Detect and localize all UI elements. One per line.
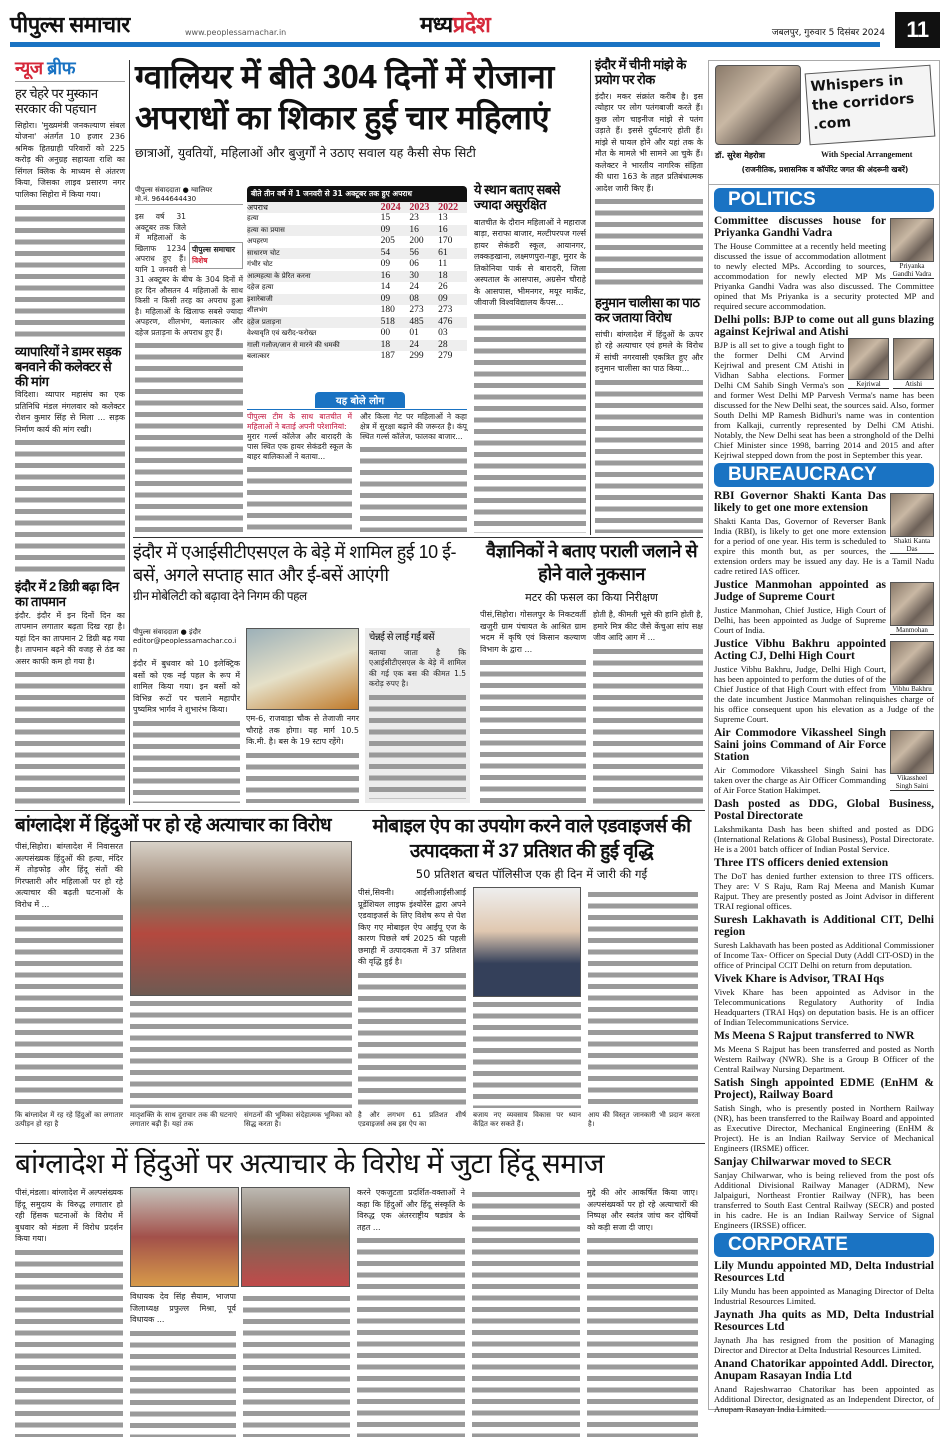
bangla2-text-lines bbox=[130, 1328, 236, 1438]
table-cell-value: 187 bbox=[380, 351, 395, 361]
table-cell-value: 54 bbox=[380, 247, 391, 258]
brief-headline: हर चेहरे पर मुस्कान सरकार की पहचान bbox=[15, 85, 98, 116]
mobile-body: पीसं,सिवनी। आईसीआईसीआई प्रूडेंशियल लाइफ इंश्योरेंस द्वारा अपने एडवाइजर्स के लिए विशेष रूप से पेश किए गए मोबाइल ऐप आईपू एज के कारण पिछले वर्ष 2025 की पहली छमाही में उत्पादकता में 37 प्रतिशत की वृद्धि हुई है। bbox=[358, 888, 466, 966]
parali-text-lines bbox=[480, 657, 586, 805]
lead-text-lines bbox=[135, 340, 243, 532]
bangla2-column-2 bbox=[130, 1187, 350, 1437]
table-cell-value: 30 bbox=[409, 270, 419, 281]
table-cell-value: 56 bbox=[409, 247, 419, 258]
bangla2-sub-columns bbox=[130, 1291, 350, 1437]
news-body: Anand Rajeshwarrao Chatorikar has been appointed as Additional Director, designated as an Independent Director, of Anupam Rasayan India Limited. bbox=[714, 1384, 934, 1414]
chennai-text-lines bbox=[369, 692, 466, 800]
table-cell-value: 11 bbox=[438, 259, 448, 269]
mobile-text-lines bbox=[588, 889, 698, 1108]
chennai-box-body: बताया जाता है कि एआईसीटीएसएल के बेड़े में शामिल की गई एक बस की कीमत 1.5 करोड़ रुपए है। bbox=[369, 647, 466, 688]
brief-text-lines bbox=[15, 202, 125, 339]
row-divider bbox=[133, 537, 703, 538]
person-photo bbox=[890, 582, 934, 626]
manjha-body: इंदौर। मकर संक्रांत करीब है। इस त्योहार पर लोग पतंगबाजी करते हैं। कुछ लोग चाइनीज मांझे से पतंग उड़ाते हैं। इससे दुर्घटनाएं होती हैं। मांझे से घायल होने और यहां तक के मौत के मामले भी सामने आ चुके हैं। कलेक्टर ने भारतीय नागरिक संहिता की धारा 163 के तहत प्रतिबंधात्मक आदेश जारी किए हैं। bbox=[595, 91, 703, 193]
news-body: The House Committee at a recently held meeting discussed the issue of accommodation allotment to newly elected MPs. According to sources, accommodation for newly elected MP Ms Priyanka Gandhi Vadra was also discussed. The Committee opined that Ms Priyanka is a security protected MP and required secure accommodation. bbox=[714, 241, 934, 311]
news-body: Justice Manmohan, Chief Justice, High Court of Delhi, has been appointed as Judge of Supreme Court of India. bbox=[714, 605, 886, 635]
table-cell-crime: दहेज प्रताड़ना bbox=[247, 317, 282, 326]
mobile-text-lines bbox=[473, 999, 581, 1108]
bangla2-column-3 bbox=[357, 1187, 465, 1437]
table-cell-value: 28 bbox=[438, 339, 448, 350]
table-cell-value: 170 bbox=[438, 236, 453, 246]
news-item bbox=[714, 1358, 934, 1414]
table-cell-value: 279 bbox=[438, 351, 453, 361]
ebus-caption: एम-6, राजवाड़ा चौक से तेजाजी नगर चौराहे तक होगा। यह मार्ग 10.5 कि.मी. है। बस के 19 स्टाप रहेंगे। bbox=[246, 714, 359, 746]
bangla1-headline: बांग्लादेश में हिंदुओं पर हो रहे अत्याचार का विरोध bbox=[15, 815, 332, 836]
table-cell-value: 61 bbox=[438, 247, 448, 258]
news-item bbox=[714, 973, 934, 1027]
table-cell-value: 00 bbox=[380, 328, 391, 338]
lead-body-wrap bbox=[135, 212, 243, 338]
news-item bbox=[714, 579, 934, 635]
news-body: Jaynath Jha has resigned from the position of Managing Director and Director at Delta Industrial Resources Limited. bbox=[714, 1335, 934, 1355]
table-header: 2023 bbox=[409, 202, 430, 213]
bangla1-tail: संगठनों की भूमिका संदेहात्मक भूमिका को सिद्ध करता है। bbox=[244, 1111, 352, 1128]
news-headline: Committee discusses house for Priyanka Gandhi Vadra bbox=[714, 215, 886, 239]
side-body: बातचीत के दौरान महिलाओं ने महाराज बाड़ा, सराफा बाजार, मल्टीपरपज गर्ल्स हायर सेकंडरी स्कूल, आयानगर, लक्कड़खाना, लक्ष्मणपुरा-गड्डा, मुरार के तिकोनिया पार्क से बारादरी, जिला अस्पताल के आसपास, अग्रसेन चौराहे के आसपास, भीमनगर, मयूर मार्केट, जीवाजी विश्वविद्यालय कैंपस... bbox=[474, 217, 586, 308]
news-body: Justice Vibhu Bakhru, Judge, Delhi High Court, has been appointed to perform the duties of of the Chief Justice of that High Court with effect from the date incumbent Justice Manmohan relinquishes charge of his office consequent upon his elevation as a Judge of the Supreme Court. bbox=[714, 664, 934, 724]
table-cell-crime: साधारण चोट bbox=[247, 248, 280, 257]
table-cell-value: 06 bbox=[409, 259, 419, 269]
parali-column-1 bbox=[480, 609, 586, 805]
manjha-text-lines bbox=[595, 196, 703, 290]
news-headline: RBI Governor Shakti Kanta Das likely to get one more extension bbox=[714, 490, 886, 514]
brief-title-a: न्यूज bbox=[15, 58, 43, 78]
bangla1-tail: कि बांग्लादेश में रह रहे हिंदुओं का लगातार उत्पीड़न हो रहा है bbox=[15, 1111, 123, 1128]
bangla2-text-lines bbox=[243, 1293, 350, 1437]
table-row bbox=[247, 282, 467, 294]
column-divider bbox=[590, 60, 591, 535]
bangla1-body: पीसं,सिहोरा। बांग्लादेश में निवासरत अल्पसंख्यक हिंदुओं की हत्या, मंदिर में तोड़फोड़ और हिंदू संतों की गिरफ्तारी और महिलाओं पर हो रहे अत्याचार की बढ़ती घटनाओं के विरोध में ... bbox=[15, 842, 123, 909]
mobile-text-lines bbox=[358, 970, 466, 1109]
news-item bbox=[714, 490, 934, 576]
whispers-tagline: (राजनीतिक, प्रशासनिक व कॉर्पोरेट जगत की अंदरूनी खबरें) bbox=[741, 165, 909, 174]
table-cell-value: 299 bbox=[409, 351, 424, 361]
parali-columns bbox=[480, 609, 703, 805]
parali-story bbox=[480, 540, 703, 805]
table-cell-value: 200 bbox=[409, 236, 424, 246]
news-body: The DoT has denied further extension to three ITS officers. They are: V S Raju, Ram Raj Meena and Manish Kumar Rajput. They are presently posted as Joint Advisor in different TRAI regional offices. bbox=[714, 871, 934, 911]
table-cell-value: 03 bbox=[438, 328, 448, 338]
ebus-subhead: ग्रीन मोबेलिटी को बढ़ावा देने निगम की पहल bbox=[133, 589, 307, 603]
news-item bbox=[714, 1156, 934, 1230]
whispers-banner bbox=[708, 60, 940, 185]
news-body: Lily Mundu has been appointed as Managing Director of Delta Industrial Resources Limited. bbox=[714, 1286, 934, 1306]
bangla2-body-2: विधायक देव सिंह सैयाम, भाजपा जिलाध्यक्ष प्रफुल्ल मिश्रा, पूर्व विधायक ... bbox=[130, 1292, 236, 1324]
quotes-body: मुरार गर्ल्स कॉलेज और बारादरी के पास स्थित एक हायर सेकंडरी स्कूल के बाहर बालिकाओं ने बताया... bbox=[247, 432, 352, 461]
brief-body: इंदौर. इंदौर में इन दिनों दिन का तापमान लगातार बढ़ता दिख रहा है। यहां दिन का तापमान 2 डिग्री बढ़ गया है। तापमान बढ़ने की वजह से ठंड का असर काफी कम हो गया है। bbox=[15, 610, 125, 666]
table-row bbox=[247, 225, 467, 237]
table-cell-crime: इशारेबाजी bbox=[247, 294, 273, 303]
bangla1-column-2 bbox=[130, 841, 352, 1108]
photo-caption: Atishi bbox=[893, 380, 934, 389]
table-row bbox=[247, 305, 467, 317]
hanuman-text-lines bbox=[595, 377, 703, 533]
crime-table-grid bbox=[247, 202, 467, 363]
news-body: Lakshmikanta Dash has been shifted and posted as DDG (International Relations & Global Business), Postal Directorate. He is a 2001 batch officer of Indian Postal Service. bbox=[714, 824, 934, 854]
header-rule bbox=[10, 42, 880, 47]
executive-photo bbox=[473, 887, 581, 997]
table-cell-crime: वेश्यावृति एवं खरीद-फरोख्त bbox=[247, 329, 317, 337]
table-cell-value: 16 bbox=[409, 224, 419, 235]
photo-block bbox=[890, 641, 934, 694]
brief-headline: व्यापारियों ने डामर सड़क बनवाने की कलेक्टर से की मांग bbox=[15, 343, 121, 389]
table-cell-value: 13 bbox=[438, 213, 448, 223]
table-header-row bbox=[247, 202, 467, 213]
brief-body: विदिशा। व्यापार महासंघ का एक प्रतिनिधि मंडल मंगलवार को कलेक्टर रोशन कुमार सिंह से मिला ... सड़क निर्माण कार्य की मांग रखी। bbox=[15, 390, 125, 434]
table-cell-value: 476 bbox=[438, 316, 453, 327]
bangla2-column-1 bbox=[15, 1187, 123, 1437]
news-headline: Anand Chatorikar appointed Addl. Director, Anupam Rasayan India Ltd bbox=[714, 1358, 934, 1382]
bangla2-text-lines bbox=[587, 1235, 698, 1437]
table-cell-crime: शीलभंग bbox=[247, 306, 268, 314]
table-cell-crime: बलात्कार bbox=[247, 352, 270, 360]
table-cell-crime: आत्महत्या के प्रेरित करना bbox=[247, 271, 311, 280]
table-cell-value: 09 bbox=[380, 224, 391, 235]
quotes-column-1 bbox=[247, 412, 352, 532]
bangla2-body-4: मुद्दे की ओर आकर्षित किया जाए। अल्पसंख्यकों पर हो रहे अत्याचारों की निष्पक्ष और स्वतंत्र जांच कर दोषियों को कड़ी सजा दी जाए। bbox=[587, 1188, 698, 1232]
table-header: अपराध bbox=[247, 203, 268, 212]
parali-subhead: मटर की फसल का किया निरीक्षण bbox=[525, 591, 658, 604]
news-body: Ms Meena S Rajput has been transferred and posted as North Western Railway (NWR). She is a Group B Officer of the Central Railway Nursing Department. bbox=[714, 1044, 934, 1074]
samaj-photo-2 bbox=[241, 1187, 350, 1287]
mobile-tail: बजाय नए व्यवसाय विकास पर ध्यान केंद्रित कर सकते हैं। bbox=[473, 1111, 581, 1128]
mobile-tail: है और लगभग 61 प्रतिशत शीर्ष एडवाइजर्स अब इस ऐप का bbox=[358, 1111, 466, 1128]
news-item bbox=[714, 1077, 934, 1153]
issue-date: जबलपुर, गुरुवार 5 दिसंबर 2024 bbox=[771, 28, 885, 38]
kejriwal-photo-block bbox=[848, 338, 889, 389]
mobile-tail: आय की विस्तृत जानकारी भी प्रदान करता है। bbox=[588, 1111, 700, 1128]
table-cell-value: 273 bbox=[409, 305, 424, 315]
lead-subhead: छात्राओं, युवतियों, महिलाओं और बुजुर्गों ने उठाए सवाल यह कैसी सेफ सिटी bbox=[135, 145, 476, 160]
table-cell-crime: गंभीर चोट bbox=[247, 260, 273, 268]
special-logo-tag: विशेष bbox=[192, 255, 208, 265]
news-item bbox=[714, 798, 934, 854]
photo-block bbox=[890, 730, 934, 791]
bangla2-column-5 bbox=[587, 1187, 698, 1437]
special-logo-text: पीपुल्स समाचार bbox=[192, 245, 235, 254]
news-headline: Justice Vibhu Bakhru appointed Acting CJ, Delhi High Court bbox=[714, 638, 886, 662]
columnist-name: डॉ. सुरेश मेहरोत्रा bbox=[715, 151, 765, 160]
website-link[interactable]: www.peoplessamachar.in bbox=[185, 28, 287, 37]
section-title-b: प्रदेश bbox=[452, 12, 491, 37]
news-headline: Air Commodore Vikassheel Singh Saini joins Command of Air Force Station bbox=[714, 727, 886, 763]
lead-headline: ग्वालियर में बीते 304 दिनों में रोजाना अपराधों का शिकार हुई चार महिलाएं bbox=[135, 58, 554, 136]
table-row bbox=[247, 271, 467, 283]
news-item bbox=[714, 314, 934, 460]
ebus-body: इंदौर में बुधवार को 10 इलेक्ट्रिक बसों को एक नई पहल के रूप में शामिल किया गया। इन बसों को विभिन्न रूटों पर चलाने महापौर पुष्यमित्र भार्गव ने शुभारंभ किया। bbox=[133, 659, 240, 714]
table-cell-crime: अपहरण bbox=[247, 237, 268, 245]
whispers-logo: Whispers in the corridors .com bbox=[805, 65, 936, 146]
bangla1-story bbox=[15, 814, 352, 1108]
table-cell-value: 01 bbox=[409, 328, 419, 338]
news-headline: Lily Mundu appointed MD, Delta Industrial Resources Ltd bbox=[714, 1260, 934, 1284]
table-row bbox=[247, 236, 467, 248]
mobile-column-2 bbox=[473, 887, 581, 1108]
section-title-a: मध्य bbox=[420, 12, 453, 37]
ebus-text-column bbox=[133, 628, 240, 803]
table-cell-value: 14 bbox=[380, 282, 391, 292]
table-cell-value: 09 bbox=[438, 293, 448, 304]
bangla2-body: पीसं,मंडला। बांग्लादेश में अल्पसंख्यक हिंदू समुदाय के विरुद्ध लगातार हो रही हिंसक घटनाओं के विरोध में बुधवार को मंडला में विरोध प्रदर्शन किया गया। bbox=[15, 1188, 123, 1243]
mobile-columns bbox=[358, 887, 705, 1108]
section-title bbox=[420, 12, 490, 37]
news-item bbox=[714, 727, 934, 795]
ebus-heading-block bbox=[133, 541, 470, 625]
news-headline: Delhi polls: BJP to come out all guns blazing against Kejriwal and Atishi bbox=[714, 314, 934, 338]
priyanka-photo-block bbox=[890, 218, 934, 279]
bangla2-text-lines bbox=[15, 1247, 123, 1438]
chennai-box bbox=[365, 628, 470, 803]
side-headline: ये स्थान बताए सबसे ज्यादा असुरक्षित bbox=[474, 182, 560, 212]
news-headline: Ms Meena S Rajput transferred to NWR bbox=[714, 1030, 915, 1042]
bangla2-headline: बांग्लादेश में हिंदुओं पर अत्याचार के विरोध में जुटा हिंदू समाज bbox=[15, 1148, 605, 1179]
news-item bbox=[714, 1309, 934, 1355]
news-headline: Satish Singh appointed EDME (EnHM & Project), Railway Board bbox=[714, 1077, 934, 1101]
news-item bbox=[714, 1260, 934, 1306]
brief-body: सिहोरा। 'मुख्यमंत्री जनकल्याण संबल योजना' अंतर्गत 10 हजार 236 श्रमिक हितग्राही परिवारों को 225 करोड़ की अनुग्रह सहायता राशि का सिंगल क्लिक के माध्यम से अंतरण किया, जिसका लाइव प्रसारण नगर पालिका सिहोरा में किया गया। bbox=[15, 120, 125, 199]
protest-photo bbox=[130, 841, 352, 996]
hanuman-headline: हनुमान चालीसा का पाठ कर जताया विरोध bbox=[595, 295, 700, 325]
quotes-lead: पीपुल्स टीम के साथ बातचीत में महिलाओं ने बताई अपनी परेशानियां: bbox=[247, 412, 352, 431]
news-headline: Dash posted as DDG, Global Business, Postal Directorate bbox=[714, 798, 934, 822]
bangla1-tail: मातृशक्ति के साथ दुराचार तक की घटनाएं लगातार बढ़ी हैं। यहां तक bbox=[130, 1111, 237, 1128]
atishi-photo-block bbox=[893, 338, 934, 389]
bangla2-column-2b bbox=[243, 1291, 350, 1437]
news-item bbox=[714, 914, 934, 970]
bangla1-column-1 bbox=[15, 841, 123, 1108]
table-row bbox=[247, 351, 467, 363]
lead-phone: मो.नं. 9644644430 bbox=[135, 195, 197, 203]
bangla1-columns bbox=[15, 841, 352, 1108]
table-row bbox=[247, 213, 467, 225]
parali-headline: वैज्ञानिकों ने बताए पराली जलाने से होने वाले नुकसान bbox=[486, 541, 697, 584]
brief-title-b: ब्रीफ bbox=[47, 58, 75, 78]
ebus-headline: इंदौर में एआईसीटीएसएल के बेड़े में शामिल हुई 10 ई-बसें, अगले सप्ताह सात और ई-बसें आएंगी bbox=[133, 542, 457, 585]
bangla2-text-lines bbox=[357, 1235, 465, 1437]
table-cell-value: 09 bbox=[380, 293, 391, 304]
ebus-photo-column bbox=[246, 628, 359, 803]
brief-text-lines bbox=[15, 669, 125, 806]
table-cell-value: 16 bbox=[380, 270, 391, 281]
news-body: Vivek Khare has been appointed as Advisor in the Telecommunications Regulatory Authority of India Headquarters (TRAI Hqs) on deputation basis. He is an officer of Indian Telecommunications Service. bbox=[714, 987, 934, 1027]
mobile-subhead: 50 प्रतिशत बचत पॉलिसीज एक ही दिन में जारी की गईं bbox=[415, 867, 648, 881]
photo-caption: Vikassheel Singh Saini bbox=[890, 774, 934, 791]
news-body: Air Commodore Vikassheel Singh Saini has taken over the charge as Air Officer Commanding of Air Force Station Hakimpet. bbox=[714, 765, 886, 795]
bangla1-text-lines bbox=[130, 998, 352, 1108]
table-header: 2022 bbox=[438, 202, 459, 213]
manjha-headline: इंदौर में चीनी मांझे के प्रयोग पर रोक bbox=[595, 57, 686, 87]
table-cell-value: 08 bbox=[409, 293, 419, 304]
table-cell-value: 15 bbox=[380, 213, 391, 223]
row-divider bbox=[15, 1143, 705, 1144]
table-cell-crime: हत्या का प्रयास bbox=[247, 225, 285, 234]
table-cell-crime: गाली गलौज/जान से मारने की धमकी bbox=[247, 340, 340, 349]
news-item bbox=[714, 638, 934, 724]
parali-column-2 bbox=[593, 609, 703, 805]
side-column bbox=[474, 183, 586, 533]
table-cell-value: 09 bbox=[380, 259, 391, 269]
bureaucracy-section-header: BUREAUCRACY bbox=[714, 463, 934, 487]
quotes-column-2 bbox=[360, 412, 467, 532]
table-row bbox=[247, 317, 467, 329]
brief-title bbox=[15, 58, 125, 82]
table-cell-value: 18 bbox=[380, 339, 391, 350]
person-photo bbox=[890, 730, 934, 774]
corporate-list bbox=[714, 1260, 934, 1414]
brief-headline: इंदौर में 2 डिग्री बढ़ा दिन का तापमान bbox=[15, 579, 119, 609]
corporate-section-header: CORPORATE bbox=[714, 1233, 934, 1257]
bangla2-story bbox=[15, 1147, 705, 1437]
quotes-text-lines bbox=[247, 464, 352, 532]
columnist-photo bbox=[715, 65, 801, 145]
bangla2-text-lines bbox=[472, 1189, 580, 1437]
news-headline: Vivek Khare is Advisor, TRAI Hqs bbox=[714, 973, 884, 985]
photo-caption: Priyanka Gandhi Vadra bbox=[890, 262, 934, 279]
table-cell-value: 23 bbox=[409, 213, 419, 223]
lead-byline-text: पीपुल्स संवाददाता ● ग्वालियर bbox=[135, 186, 213, 194]
mobile-column-1 bbox=[358, 887, 466, 1108]
ebus-text-lines bbox=[246, 750, 359, 804]
person-photo bbox=[890, 641, 934, 685]
table-row bbox=[247, 259, 467, 271]
mobile-headline: मोबाइल ऐप का उपयोग करने वाले एडवाइजर्स की उत्पादकता में 37 प्रतिशत की हुई वृद्धि bbox=[372, 816, 691, 862]
quotes-text-lines bbox=[360, 444, 467, 532]
news-body: Shakti Kanta Das, Governor of Reverser Bank India (RBI), is likely to get one more extension for a period of one year. His term is scheduled to expire this month but, as per sources, the extension orders may be issued any day. He is a Tamil Nadu cadre retired IAS officer. bbox=[714, 516, 934, 576]
masthead bbox=[10, 8, 940, 50]
bangla2-column-2a bbox=[130, 1291, 236, 1437]
chennai-box-headline: चेन्नई से लाई गईं बसें bbox=[369, 632, 435, 643]
table-cell-value: 26 bbox=[438, 282, 448, 292]
table-header: 2024 bbox=[380, 202, 401, 213]
bangla2-body-3: करने एकजुटता प्रदर्शित-वक्ताओं ने कहा कि हिंदुओं और हिंदू संस्कृति के विरुद्ध एक अंतरराष्ट्रीय षड्यंत्र के तहत ... bbox=[357, 1188, 465, 1232]
brief-text-lines bbox=[15, 437, 125, 574]
hanuman-body: सांची। बांग्लादेश में हिंदुओं के ऊपर हो रहे अत्याचार एवं हमले के विरोध में सांची नगरवासी एकत्रित हुए और हनुमान चालीसा का पाठ किया... bbox=[595, 329, 703, 374]
table-row bbox=[247, 248, 467, 260]
table-cell-value: 485 bbox=[409, 316, 424, 327]
news-item bbox=[714, 215, 934, 311]
news-headline: Suresh Lakhavath is Additional CIT, Delhi region bbox=[714, 914, 934, 938]
lead-body-column bbox=[135, 212, 243, 532]
news-body: Sanjay Chilwarwar, who is being relieved from the post ofs Additional Divisional Railway Manager (ADRM), New Jalpaiguri, Northeast Frontier Railway (NFR), has been transferred to South East Central Railway (SECR) and posted in his cadre. He is an Indian Railway Service of Signal Engineers (IRSSE) officer. bbox=[714, 1170, 934, 1230]
quotes-box-title: यह बोले लोग bbox=[315, 392, 405, 408]
photo-caption: Shakti Kanta Das bbox=[890, 537, 934, 554]
lead-heading-block bbox=[135, 56, 587, 183]
atishi-photo bbox=[893, 338, 934, 380]
news-headline: Justice Manmohan appointed as Judge of Supreme Court bbox=[714, 579, 886, 603]
table-cell-value: 18 bbox=[438, 270, 448, 281]
table-row bbox=[247, 340, 467, 352]
quotes-box-rule bbox=[247, 409, 467, 410]
priyanka-photo bbox=[890, 218, 934, 262]
mobile-story bbox=[358, 814, 705, 1108]
politics-section-header: POLITICS bbox=[714, 188, 934, 212]
newspaper-logo: पीपुल्स समाचार bbox=[10, 12, 130, 37]
samaj-photo-1 bbox=[130, 1187, 239, 1287]
quotes-body-2: और किला गेट पर महिलाओं ने कहा क्षेत्र में सुरक्षा बढ़ाने की जरूरत है। कंपू स्थित गर्ल्स कॉलेज, फालका बाजार... bbox=[360, 412, 467, 441]
manjha-column bbox=[595, 58, 703, 290]
news-item bbox=[714, 1030, 934, 1074]
table-cell-value: 24 bbox=[409, 282, 419, 292]
news-headline: Jaynath Jha quits as MD, Delta Industrial Resources Ltd bbox=[714, 1309, 934, 1333]
table-row bbox=[247, 328, 467, 340]
mobile-column-3 bbox=[588, 887, 698, 1108]
bangla2-columns bbox=[15, 1187, 705, 1437]
table-cell-value: 518 bbox=[380, 316, 395, 327]
ebus-photo bbox=[246, 628, 359, 710]
page-number: 11 bbox=[895, 12, 940, 48]
english-column bbox=[708, 185, 940, 1414]
crime-table-title: बीते तीन वर्ष में 1 जनवरी से 31 अक्टूबर तक हुए अपराध bbox=[247, 186, 467, 202]
row-divider bbox=[15, 810, 705, 811]
bureaucracy-list bbox=[714, 490, 934, 1230]
photo-block bbox=[890, 582, 934, 635]
table-cell-value: 273 bbox=[438, 305, 453, 315]
crime-table bbox=[247, 186, 467, 363]
ebus-text-lines bbox=[133, 718, 240, 804]
bangla2-column-4 bbox=[472, 1187, 580, 1437]
special-logo bbox=[189, 242, 243, 269]
news-brief-column bbox=[15, 58, 125, 806]
bangla1-text-lines bbox=[15, 912, 123, 1108]
photo-caption: Kejriwal bbox=[848, 380, 889, 389]
news-item bbox=[714, 857, 934, 911]
side-text-lines bbox=[474, 311, 586, 533]
table-cell-value: 24 bbox=[409, 339, 419, 350]
person-photo bbox=[890, 493, 934, 537]
news-body: BJP is all set to give a tough fight to the former Delhi CM Arvind Kejriwal and present CM Atishi in Vidhan Sabha elections. Former Delhi CM Sahib Singh Verma's son and former West Delhi MP Parvesh Verma's name has been discussed for the New Delhi seat, the sources said. Also, former South Delhi MP Ramesh Bidhuri's name was in contention from Kalkaji, currently represented by Delhi CM Atishi. Notably, the New Delhi seat has been a stronghold of the Delhi Chief Minister since 1998, barring 2014 and 2015 and after Kejriwal stepped down from the post in September this year. bbox=[714, 340, 934, 460]
news-headline: Three ITS officers denied extension bbox=[714, 857, 889, 869]
photo-caption: Manmohan bbox=[890, 626, 934, 635]
column-divider bbox=[129, 60, 130, 805]
parali-text-lines bbox=[593, 646, 703, 806]
bangla2-photos bbox=[130, 1187, 350, 1287]
photo-caption: Vibhu Bakhru bbox=[890, 685, 934, 694]
photo-block bbox=[890, 493, 934, 554]
table-cell-value: 180 bbox=[380, 305, 395, 315]
parali-body: पीसं,सिहोरा। गोसलपुर के निकटवर्ती खजुरी ग्राम पंचायत के आश्रित ग्राम भदम में कृषि एवं किसान कल्याण विभाग के द्वारा ... bbox=[480, 610, 586, 654]
news-body: Satish Singh, who is presently posted in Northern Railway (NR), has been transferred to the Railway Board and appointed as Executive Director, Mechanical Engineering (EnHM & Project). He is an Indian Railway Service of Mechanical Engineers (IRSME) officer. bbox=[714, 1103, 934, 1153]
table-row bbox=[247, 294, 467, 306]
news-body: Suresh Lakhavath has been posted as Additional Commissioner of Income Tax- Officer on Special Duty (Addl CIT-OSD) in the office of Principal CCIT Delhi on return from deputation. bbox=[714, 940, 934, 970]
parali-body-2: होती है, कीमती भूसे की हानि होती है, हमारे मित्र कीट जैसे केंचुआ सांप सक्ष जीव आदि आग में ... bbox=[593, 610, 703, 642]
photo-pair bbox=[848, 338, 934, 389]
ebus-byline: पीपुल्स संवाददाता ● इंदौर bbox=[133, 628, 201, 636]
lead-body: इस वर्ष 31 अक्टूबर तक जिले में महिलाओं के खिलाफ 1234 अपराध हुए हैं। यानि 1 जनवरी से 31 अक्टूबर के बीच के 304 दिनों में हर दिन औसतन 4 महिलाओं के साथ किसी न किसी तरह का अपराध हुआ है। महिलाओं के खिलाफ सबसे ज्यादा अपहरण, शीलभंग, बलात्कार और दहेज प्रताड़ना के अपराध हुए हैं। bbox=[135, 212, 243, 337]
table-cell-crime: हत्या bbox=[247, 214, 259, 222]
lead-byline bbox=[135, 186, 243, 205]
table-cell-value: 205 bbox=[380, 236, 395, 246]
news-headline: Sanjay Chilwarwar moved to SECR bbox=[714, 1156, 892, 1168]
table-cell-crime: दहेज हत्या bbox=[247, 283, 274, 291]
special-arrangement: With Special Arrangement bbox=[821, 150, 913, 159]
kejriwal-photo bbox=[848, 338, 889, 380]
hanuman-column bbox=[595, 296, 703, 533]
table-cell-value: 16 bbox=[438, 224, 448, 235]
ebus-email[interactable]: editor@peoplessamachar.co.in bbox=[133, 637, 237, 654]
